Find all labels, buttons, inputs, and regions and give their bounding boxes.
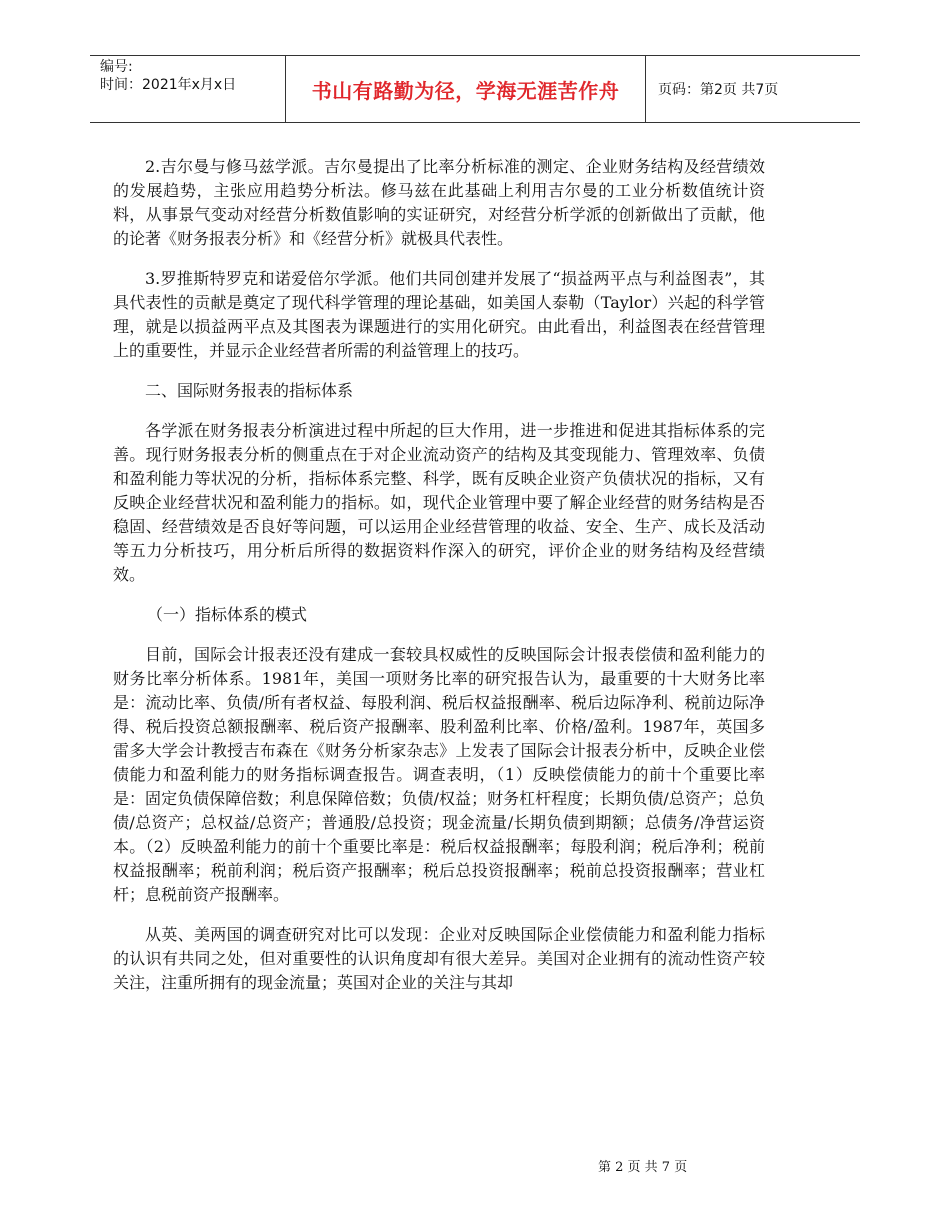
header-motto: 书山有路勤为径，学海无涯苦作舟 <box>311 78 620 103</box>
page-footer: 第 2 页 共 7 页 <box>598 1160 688 1175</box>
paragraph-ratio-studies: 目前，国际会计报表还没有建成一套较具权威性的反映国际会计报表偿债和盈利能力的财务比率分析体系。1981年，美国一项财务比率的研究报告认为，最重要的十大财务比率是：流动比率、负债/所有者权益、每股利润、税后权益报酬率、税后边际净利、税前边际净得、税后投资总额报酬率、税后资产报酬率、股利盈利比率、价格/盈利。1987年，英国多雷多大学会计教授吉布森在《财务分析家杂志》上发表了国际会计报表分析中，反映企业偿债能力和盈利能力的财务指标调查报告。调查表明，（1）反映偿债能力的前十个重要比率是：固定负债保障倍数；利息保障倍数；负债/权益；财务杠杆程度；长期负债/总资产；总负债/总资产；总权益/总资产；普通股/总投资；现金流量/长期负债到期额；总债务/净营运资本。（2）反映盈利能力的前十个重要比率是：税后权益报酬率；每股利润；税后净利；税前权益报酬率；税前利润；税后资产报酬率；税后总投资报酬率；税前总投资报酬率；营业杠杆；息税前资产报酬率。 <box>113 645 765 904</box>
subsection-heading: （一）指标体系的模式 <box>147 605 308 624</box>
paragraph-breakeven-school: 3.罗推斯特罗克和诺爱倍尔学派。他们共同创建并发展了“损益两平点与利益图表”，其具代表性的贡献是奠定了现代科学管理的理论基础，如美国人泰勒（Taylor）兴起的科学管理，就是以损益两平点及其图表为课题进行的实用化研究。由此看出，利益图表在经营管理上的重要性，并显示企业经营者所需的利益管理上的技巧。 <box>113 269 765 360</box>
paragraph-comparison: 从英、美两国的调查研究对比可以发现：企业对反映国际企业偿债能力和盈利能力指标的认识有共同之处，但对重要性的认识角度却有很大差异。美国对企业拥有的流动性资产较关注，注重所拥有的现金流量；英国对企业的关注与其却 <box>113 925 765 992</box>
header-page-code: 页码：第2页 共7页 <box>658 82 779 98</box>
paragraph-indicator-system: 各学派在财务报表分析演进过程中所起的巨大作用，进一步推进和促进其指标体系的完善。现行财务报表分析的侧重点在于对企业流动资产的结构及其变现能力、管理效率、负债和盈利能力等状况的分析，指标体系完整、科学，既有反映企业资产负债状况的指标，又有反映企业经营状况和盈利能力的指标。如，现代企业管理中要了解企业经营的财务结构是否稳固、经营绩效是否良好等问题，可以运用企业经营管理的收益、安全、生产、成长及活动等五力分析技巧，用分析后所得的数据资料作深入的研究，评价企业的财务结构及经营绩效。 <box>113 421 765 584</box>
document-body <box>113 155 765 1011</box>
header-right-cell <box>646 56 860 122</box>
header-motto-cell <box>286 56 646 122</box>
header-left-cell <box>90 56 286 122</box>
time-label: 时间：2021年x月x日 <box>100 77 237 93</box>
page-header <box>90 55 860 123</box>
section-heading: 二、国际财务报表的指标体系 <box>145 381 354 400</box>
number-label: 编号: <box>100 59 133 75</box>
paragraph-gilman-school: 2.吉尔曼与修马兹学派。吉尔曼提出了比率分析标准的测定、企业财务结构及经营绩效的发展趋势，主张应用趋势分析法。修马兹在此基础上利用吉尔曼的工业分析数值统计资料，从事景气变动对经营分析数值影响的实证研究，对经营分析学派的创新做出了贡献，他的论著《财务报表分析》和《经营分析》就极具代表性。 <box>113 157 765 248</box>
